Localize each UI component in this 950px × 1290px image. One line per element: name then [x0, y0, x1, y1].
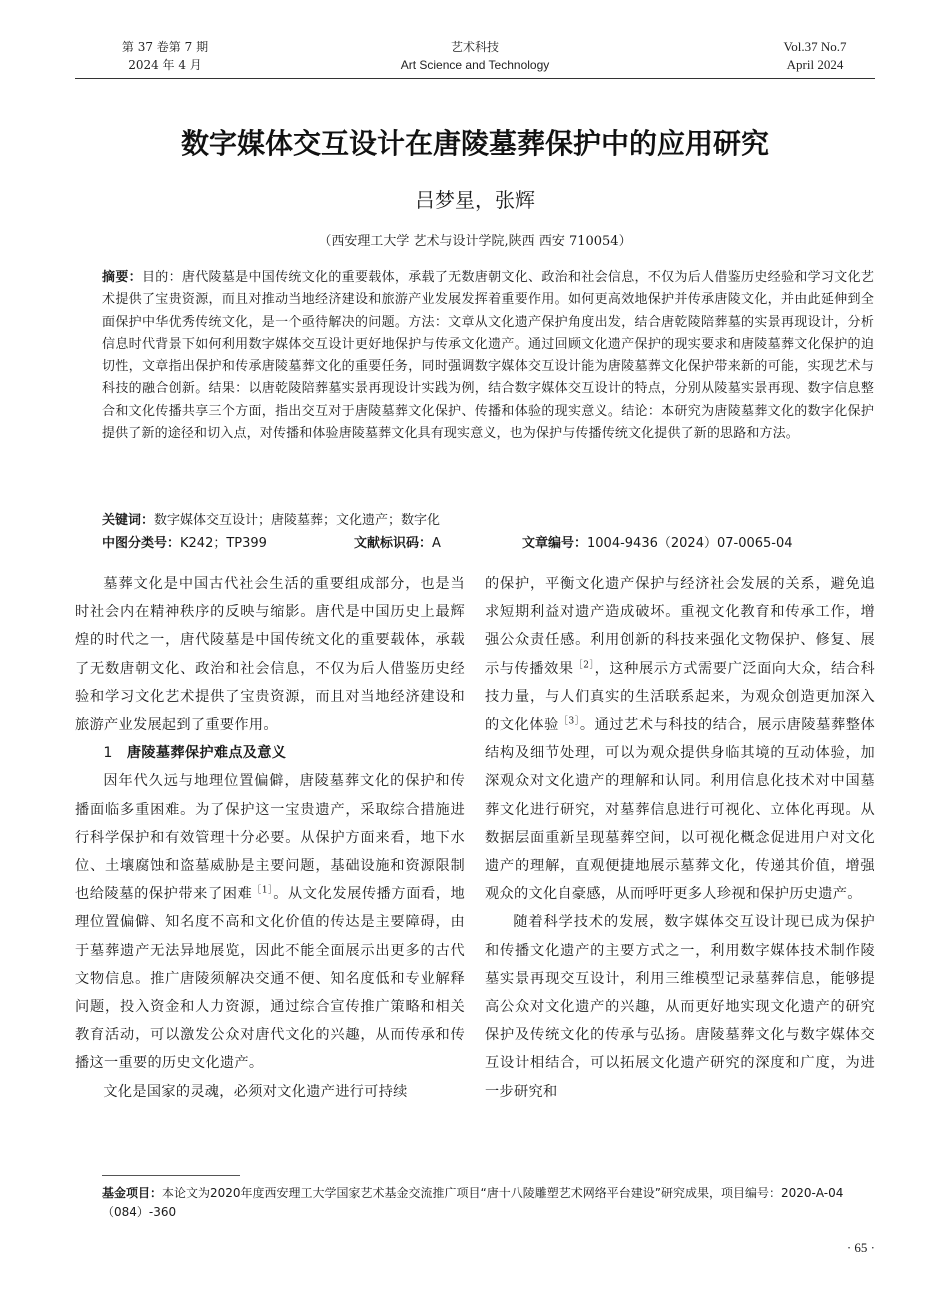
abstract-text: 目的：唐代陵墓是中国传统文化的重要载体，承载了无数唐朝文化、政治和社会信息，不仅为后人借鉴历史经验和学习文化艺术提供了宝贵资源，而且对推动当地经济建设和旅游产业发展发挥着重要作用。如何更高效地保护并传承唐陵文化，并由此延伸到全面保护中华优秀传统文化，是一个亟待解决的问题。方法：文章从文化遗产保护角度出发，结合唐乾陵陪葬墓的实景再现设计，分析信息时代背景下如何利用数字媒体交互设计更好地保护与传承文化遗产。通过回顾文化遗产保护的现实要求和唐陵墓葬文化保护的迫切性，文章指出保护和传承唐陵墓葬文化的重要任务，同时强调数字媒体交互设计能为唐陵墓葬文化保护带来新的可能，实现艺术与科技的融合创新。结果：以唐乾陵陪葬墓实景再现设计实践为例，结合数字媒体交互设计的特点，分别从陵墓实景再现、数字信息整合和文化传播共享三个方面，指出交互对于唐陵墓葬文化保护、传播和体验的现实意义。结论：本研究为唐陵墓葬文化的数字化保护提供了新的途径和切入点，对传播和体验唐陵墓葬文化具有现实意义，也为保护与传播传统文化提供了新的思路和方法。: [102, 270, 874, 442]
clc-number: [102, 533, 267, 555]
body-paragraph: 墓葬文化是中国古代社会生活的重要组成部分，也是当时社会内在精神秩序的反映与缩影。唐代是中国历史上最辉煌的时代之一，唐代陵墓是中国传统文化的重要载体，承载了无数唐朝文化、政治和社会信息，不仅为后人借鉴历史经验和学习文化艺术提供了宝贵资源，而且对当地经济建设和旅游产业发展起到了重要作用。: [75, 576, 465, 734]
journal-name-en: Art Science and Technology: [400, 58, 550, 72]
journal-volume-en: [760, 38, 870, 74]
body-column-left: [75, 570, 465, 1106]
keywords-label: 关键词：: [102, 513, 155, 528]
doc-label: 文献标识码：: [354, 536, 433, 551]
citation-ref: ［3］: [558, 716, 580, 727]
header-rule: [75, 78, 875, 79]
volume-issue-en: Vol.37 No.7: [783, 39, 847, 54]
article-label: 文章编号：: [522, 536, 588, 551]
publication-date-en: April 2024: [786, 57, 844, 72]
body-paragraph: [485, 570, 875, 908]
citation-ref: ［2］: [573, 659, 595, 670]
document-code: [354, 533, 441, 555]
keywords-text: 数字媒体交互设计；唐陵墓葬；文化遗产；数字化: [154, 513, 441, 528]
body-text: 的保护，平衡文化遗产保护与经济社会发展的关系，避免追求短期利益对遗产造成破坏。重视文化教育和传承工作，增强公众责任感。利用创新的科技来强化文物保护、修复、展示与传播效果: [485, 576, 875, 677]
article-title: 数字媒体交互设计在唐陵墓葬保护中的应用研究: [180, 127, 769, 160]
footnote-label: 基金项目：: [102, 1186, 163, 1200]
body-paragraph: 文化是国家的灵魂，必须对文化遗产进行可持续: [103, 1083, 408, 1100]
body-text: 因年代久远与地理位置偏僻，唐陵墓葬文化的保护和传播面临多重困难。为了保护这一宝贵遗产，采取综合措施进行科学保护和有效管理十分必要。从保护方面来看，地下水位、土壤腐蚀和盗墓威胁是主要问题，基础设施和资源限制也给陵墓的保护带来了困难: [75, 773, 465, 903]
volume-issue-text: 第 37 卷第 7 期: [121, 40, 209, 54]
body-text: 。从文化发展传播方面看，地理位置偏僻、知名度不高和文化价值的传达是主要障碍，由于墓葬遗产无法异地展览，因此不能全面展示出更多的古代文物信息。推广唐陵须解决交通不便、知名度低和专业解释问题，投入资金和人力资源，通过综合宣传推广策略和相关教育活动，可以激发公众对唐代文化的兴趣，从而传承和传播这一重要的历史文化遗产。: [75, 886, 465, 1072]
body-text: 。通过艺术与科技的结合，展示唐陵墓葬整体结构及细节处理，可以为观众提供身临其境的互动体验，加深观众对文化遗产的理解和认同。利用信息化技术对中国墓葬文化进行研究，对墓葬信息进行可视化、立体化再现。从数据层面重新呈现墓葬空间，以可视化概念促进用户对文化遗产的理解，直观便捷地展示墓葬文化，传递其价值，增强观众的文化自豪感，从而呼吁更多人珍视和保护历史遗产。: [485, 717, 875, 903]
journal-name: [350, 38, 600, 74]
footnote-text: 本论文为2020年度西安理工大学国家艺术基金交流推广项目“唐十八陵雕塑艺术网络平台建设”研究成果，项目编号：2020-A-04（084）-360: [102, 1186, 844, 1219]
section-number: 1: [103, 745, 113, 762]
article-number: [522, 533, 793, 555]
body-text: ，这种展示方式需要广泛面向大众，结合科技力量，与人们真实的生活联系起来，为观众创造更加深入的文化体验: [485, 660, 875, 734]
author-affiliation: （西安理工大学 艺术与设计学院,陕西 西安 710054）: [318, 234, 632, 249]
doc-value: A: [432, 536, 441, 551]
keywords: [102, 510, 874, 532]
body-paragraph: 随着科学技术的发展，数字媒体交互设计现已成为保护和传播文化遗产的主要方式之一，利用数字媒体技术制作陵墓实景再现交互设计，利用三维模型记录墓葬信息，能够提高公众对文化遗产的兴趣，从而更好地实现文化遗产的研究保护及传统文化的传承与弘扬。唐陵墓葬文化与数字媒体交互设计相结合，可以拓展文化遗产研究的深度和广度，为进一步研究和: [485, 914, 875, 1100]
section-heading: [75, 739, 465, 767]
journal-volume-issue: [110, 38, 220, 74]
page-number: · 65 ·: [846, 1240, 875, 1255]
abstract-label: 摘要：: [102, 270, 142, 285]
clc-value: K242；TP399: [180, 536, 267, 551]
abstract-paragraph: [102, 267, 874, 445]
journal-name-cn: 艺术科技: [450, 40, 499, 54]
body-column-right: [485, 570, 875, 1106]
clc-label: 中图分类号：: [102, 536, 181, 551]
abstract: [102, 267, 874, 445]
article-authors: 吕梦星，张辉: [415, 188, 535, 212]
publication-date-cn: 2024 年 4 月: [128, 58, 202, 72]
citation-ref: ［1］: [252, 885, 274, 896]
body-paragraph: [75, 767, 465, 1077]
footnote-rule: [102, 1175, 240, 1176]
footnote: [102, 1184, 874, 1222]
section-title: 唐陵墓葬保护难点及意义: [126, 745, 287, 762]
article-value: 1004-9436（2024）07-0065-04: [587, 536, 793, 551]
